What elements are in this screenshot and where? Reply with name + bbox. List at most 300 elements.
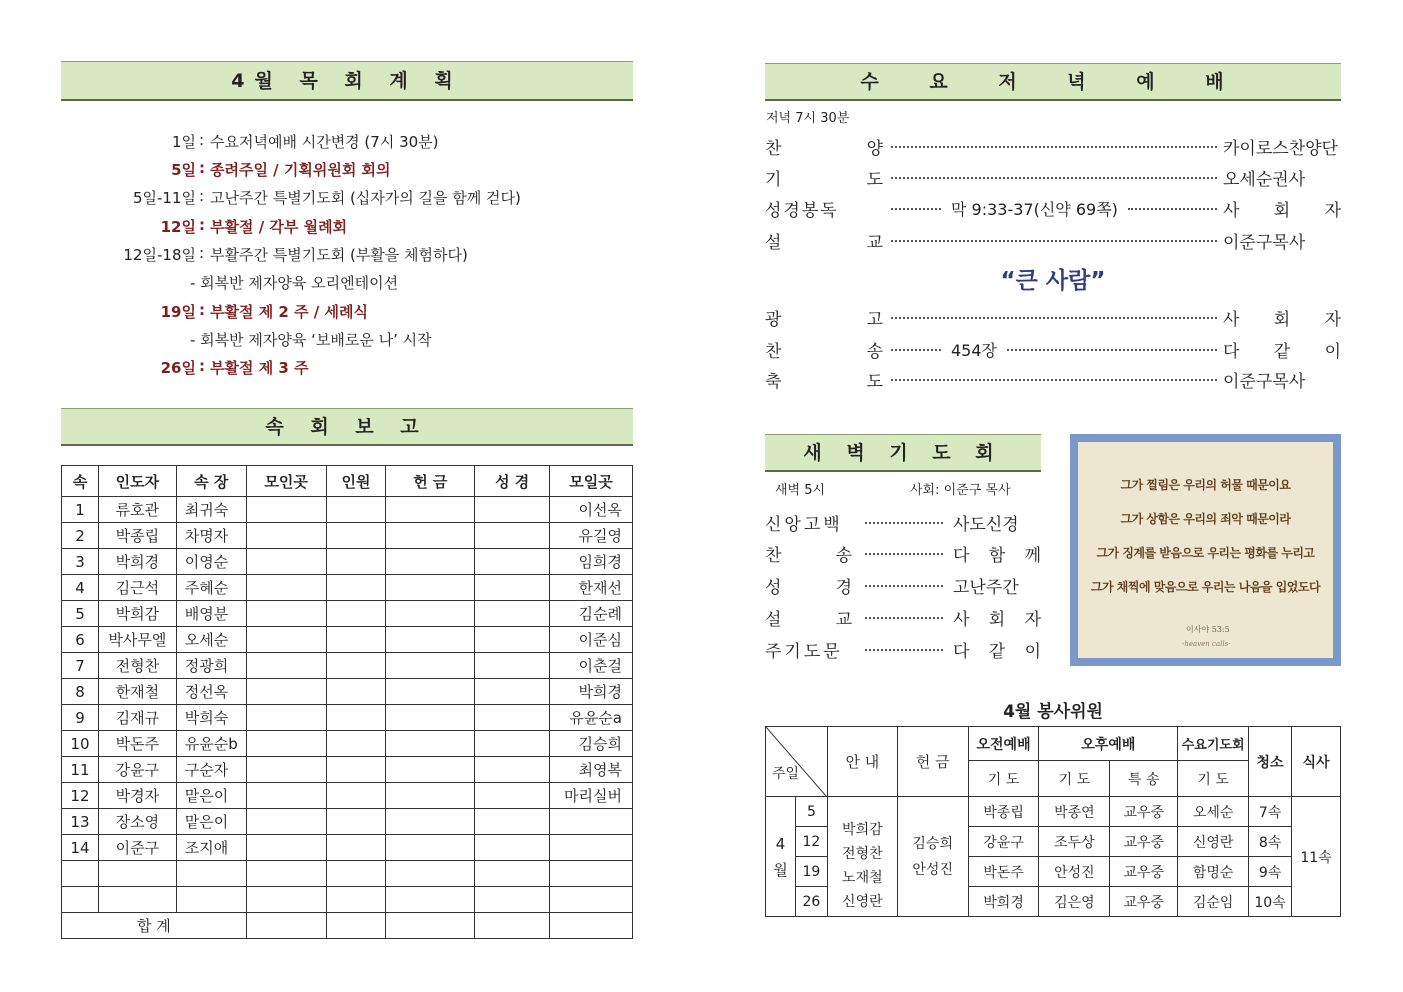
table-cell: 13 [62,809,99,835]
day-cell: 5 [795,797,827,827]
table-cell [246,523,326,549]
table-cell: 김승희 [550,731,633,757]
table-cell: 김재규 [98,705,176,731]
table-cell [386,757,475,783]
wed-header: 수요기도회 [1178,727,1249,761]
dawn-label: 설 교 [765,610,855,630]
table-cell [386,861,475,887]
table-cell: 4 [62,575,99,601]
table-cell [326,809,386,835]
dot-leader [891,317,1217,319]
table-cell: 정선옥 [176,679,246,705]
plan-header [61,61,633,101]
table-cell: 주혜순 [176,575,246,601]
plan-text: 부활절 제 3 주 [210,359,309,377]
worship-label: 축 도 [765,372,885,392]
month-unit: 월 [773,860,788,879]
col-header: 성 경 [475,466,550,497]
table-cell: 12 [62,783,99,809]
dawn-row [765,605,1041,630]
col-header: 인도자 [98,466,176,497]
plan-subtext: - 회복반 제자양육 ‘보배로운 나’ 시작 [190,331,432,349]
guide-header: 안 내 [827,727,897,797]
table-cell [246,731,326,757]
table-cell [326,783,386,809]
table-cell [475,549,550,575]
table-cell: 3 [62,549,99,575]
table-cell [246,601,326,627]
table-cell [326,575,386,601]
table-cell [326,523,386,549]
table-cell: 6 [62,627,99,653]
table-cell [386,679,475,705]
table-cell [475,679,550,705]
worship-row [765,134,1341,159]
table-cell: 김근석 [98,575,176,601]
table-cell [386,887,475,913]
table-cell [550,809,633,835]
table-cell: 7 [62,653,99,679]
afternoon-cell: 박종연 [1039,797,1110,827]
table-cell [475,783,550,809]
col-header: 속 [62,466,99,497]
day-cell: 12 [795,827,827,857]
worship-right: 다 같 이 [1223,342,1341,362]
table-cell: 최귀숙 [176,497,246,523]
dawn-right: 고난주간 [953,578,1019,598]
table-row [62,653,633,679]
table-cell [246,783,326,809]
table-cell: 박희경 [98,549,176,575]
table-cell [475,523,550,549]
table-cell [386,783,475,809]
table-cell [475,653,550,679]
table-cell: 맡은이 [176,809,246,835]
dawn-label: 찬 송 [765,546,855,566]
table-cell: 한재철 [98,679,176,705]
month-cell [766,797,796,917]
guide-name: 박희감 [842,821,883,838]
table-cell [326,549,386,575]
plan-title: 4월 목 회 계 획 [231,70,463,92]
worship-right: 카이로스찬양단 [1223,139,1338,159]
plan-date: 1일 [171,133,196,151]
wed-cell: 김순임 [1178,887,1249,917]
plan-date: 12일 [160,218,196,236]
table-cell: 맡은이 [176,783,246,809]
table-row [62,809,633,835]
offering-name: 김승희 [912,835,953,852]
table-cell [386,653,475,679]
table-cell: 9 [62,705,99,731]
table-cell: 박사무엘 [98,627,176,653]
table-cell: 정광희 [176,653,246,679]
table-cell: 11 [62,757,99,783]
table-cell: 차명자 [176,523,246,549]
table-cell [475,705,550,731]
morning-cell: 박종립 [968,797,1039,827]
table-cell [475,601,550,627]
table-cell: 배영분 [176,601,246,627]
worship-row [765,228,1341,253]
dot-leader [891,208,941,210]
col-header: 속 장 [176,466,246,497]
special-header: 특 송 [1110,761,1178,797]
verse-line: 그가 징계를 받음으로 우리는 평화를 누리고 [1096,546,1315,560]
plan-colon: : [199,216,205,234]
table-cell [386,497,475,523]
table-cell [475,809,550,835]
dawn-title: 새 벽 기 도 회 [803,442,1003,464]
table-cell [475,731,550,757]
table-cell [326,705,386,731]
dawn-host: 사회: 이준구 목사 [910,483,1011,498]
week-header: 주일 [772,766,800,782]
table-row [62,497,633,523]
meal-header: 식사 [1292,727,1341,797]
table-cell: 장소영 [98,809,176,835]
table-cell [246,653,326,679]
table-cell [475,861,550,887]
table-cell [326,887,386,913]
plan-text: 종려주일 / 기획위원회 회의 [210,161,391,179]
meal-cell: 11속 [1292,797,1341,917]
table-row [62,861,633,887]
table-cell [326,731,386,757]
table-cell: 박돈주 [98,731,176,757]
table-cell [386,601,475,627]
table-row [62,757,633,783]
worship-label: 성경봉독 [765,201,839,221]
special-cell: 교우중 [1110,887,1178,917]
dawn-row [765,637,1041,662]
plan-date: 5일-11일 [132,189,196,207]
table-cell: 8 [62,679,99,705]
dot-leader [865,553,943,555]
table-cell [246,705,326,731]
worship-row [765,367,1341,392]
worship-right: 오세순권사 [1223,170,1306,190]
afternoon-cell: 안성진 [1039,857,1110,887]
verse-line: 그가 상함은 우리의 죄악 때문이라 [1120,512,1291,526]
service-title: 4월 봉사위원 [1003,702,1103,722]
special-cell: 교우중 [1110,857,1178,887]
table-cell [475,757,550,783]
dawn-right: 사도신경 [953,515,1019,535]
day-cell: 19 [795,857,827,887]
plan-colon: : [199,357,205,375]
prayer-header: 기 도 [1178,761,1249,797]
dawn-label: 신앙고백 [765,515,843,535]
worship-row [765,196,1341,221]
dawn-label: 성 경 [765,578,855,598]
table-cell [246,887,326,913]
morning-cell: 박돈주 [968,857,1039,887]
worship-right: 이준구목사 [1223,233,1306,253]
clean-cell: 10속 [1249,887,1292,917]
table-cell: 최영복 [550,757,633,783]
prayer-header: 기 도 [968,761,1039,797]
table-cell [550,835,633,861]
clean-header: 청소 [1249,727,1292,797]
table-cell [475,887,550,913]
dot-leader [891,349,941,351]
table-cell: 유길영 [550,523,633,549]
worship-time: 저녁 7시 30분 [766,111,850,126]
service-row [766,797,1341,827]
table-cell [246,861,326,887]
wed-cell: 신영란 [1178,827,1249,857]
table-cell: 박희감 [98,601,176,627]
dot-leader [1007,349,1217,351]
table-cell: 김순례 [550,601,633,627]
table-cell: 1 [62,497,99,523]
total-row [62,913,633,939]
dot-leader [891,177,1217,179]
table-cell [386,549,475,575]
plan-colon: : [199,131,205,149]
plan-text: 부활절 제 2 주 / 세례식 [210,303,368,321]
guide-name: 신영란 [842,893,883,910]
dawn-row [765,573,1041,598]
table-cell [62,861,99,887]
table-cell [246,575,326,601]
verse-line: 그가 찔림은 우리의 허물 때문이요 [1120,478,1291,492]
worship-row [765,165,1341,190]
table-cell: 박종립 [98,523,176,549]
col-header: 모일곳 [550,466,633,497]
table-row [62,523,633,549]
sermon-title: “큰 사람” [1000,268,1106,294]
morning-cell: 박희경 [968,887,1039,917]
table-cell: 박희경 [550,679,633,705]
table-cell: 박희숙 [176,705,246,731]
plan-text: 수요저녁예배 시간변경 (7시 30분) [210,133,439,151]
table-cell [176,861,246,887]
table-cell: 한재선 [550,575,633,601]
table-cell [98,861,176,887]
table-cell: 오세순 [176,627,246,653]
dawn-row [765,541,1041,566]
clean-cell: 7속 [1249,797,1292,827]
table-cell [386,627,475,653]
table-cell [98,887,176,913]
table-cell: 강윤구 [98,757,176,783]
table-row [62,835,633,861]
col-header: 헌 금 [386,466,475,497]
morning-header: 오전예배 [968,727,1039,761]
table-cell [62,887,99,913]
table-row [62,679,633,705]
table-cell: 이준구 [98,835,176,861]
table-cell: 전형찬 [98,653,176,679]
offering-cell [897,797,968,917]
morning-cell: 강윤구 [968,827,1039,857]
day-cell: 26 [795,887,827,917]
table-row [62,705,633,731]
plan-colon: : [199,244,205,262]
table-cell [386,575,475,601]
table-cell: 구순자 [176,757,246,783]
table-cell [550,861,633,887]
dawn-right: 다 같 이 [953,642,1041,662]
plan-subtext: - 회복반 제자양육 오리엔테이션 [190,274,399,292]
service-table [765,726,1341,917]
verse-ref: 이사야 53:5 [1186,625,1230,634]
plan-text: 부활절 / 각부 월례회 [210,218,348,236]
report-header-row [62,466,633,497]
table-cell: 유윤순b [176,731,246,757]
dawn-right: 사 회 자 [953,610,1041,630]
dot-leader [891,146,1217,148]
month-number: 4 [775,834,786,853]
worship-middle: 막 9:33-37(신약 69쪽) [951,200,1118,219]
dot-leader [1128,208,1217,210]
dot-leader [865,585,943,587]
table-cell [475,575,550,601]
table-cell [246,497,326,523]
table-cell: 5 [62,601,99,627]
table-cell [326,601,386,627]
dot-leader [865,649,943,651]
table-cell: 10 [62,731,99,757]
wed-cell: 오세순 [1178,797,1249,827]
plan-colon: : [199,301,205,319]
afternoon-header: 오후예배 [1039,727,1178,761]
dawn-label: 주기도문 [765,642,843,662]
plan-text: 부활주간 특별기도회 (부활을 체험하다) [210,246,468,264]
dot-leader [891,240,1217,242]
special-cell: 교우중 [1110,827,1178,857]
table-cell [386,731,475,757]
table-cell [246,627,326,653]
worship-right: 사 회 자 [1223,310,1341,330]
table-cell [475,627,550,653]
clean-cell: 9속 [1249,857,1292,887]
dawn-time: 새벽 5시 [775,483,826,498]
table-cell [326,679,386,705]
dawn-right: 다 함 께 [953,546,1041,566]
table-cell [246,809,326,835]
table-cell: 이선옥 [550,497,633,523]
verse-signature: -heaven calls- [1182,640,1231,648]
plan-date: 12일-18일 [123,246,196,264]
offering-header: 헌 금 [897,727,968,797]
dot-leader [865,617,943,619]
col-header: 인원 [326,466,386,497]
guide-name: 노재철 [842,869,883,886]
table-cell: 이영순 [176,549,246,575]
worship-row [765,337,1341,362]
table-cell [326,653,386,679]
worship-label: 찬 양 [765,139,885,159]
table-row [62,783,633,809]
dawn-header [765,434,1041,472]
worship-row [765,305,1341,330]
verse-card [1070,434,1341,666]
guide-cell [827,797,897,917]
worship-label: 기 도 [765,170,885,190]
worship-label: 광 고 [765,310,885,330]
table-cell: 14 [62,835,99,861]
table-cell: 유윤순a [550,705,633,731]
table-cell [475,497,550,523]
table-cell [386,809,475,835]
worship-label: 찬 송 [765,342,885,362]
plan-colon: : [199,187,205,205]
table-cell [386,835,475,861]
table-cell [326,497,386,523]
dot-leader [891,379,1217,381]
table-cell: 박경자 [98,783,176,809]
table-cell: 이춘걸 [550,653,633,679]
table-cell: 조지애 [176,835,246,861]
table-cell: 류호관 [98,497,176,523]
diagonal-line [766,727,827,797]
table-cell [475,835,550,861]
offering-name: 안성진 [912,861,953,878]
worship-middle: 454장 [951,341,997,360]
table-cell: 임희경 [550,549,633,575]
total-label: 합 계 [62,913,247,939]
table-cell [550,887,633,913]
table-cell [386,523,475,549]
verse-paper [1078,442,1333,658]
report-title: 속 회 보 고 [265,416,429,438]
table-row [62,627,633,653]
table-cell [326,835,386,861]
afternoon-cell: 조두상 [1039,827,1110,857]
worship-right: 이준구목사 [1223,372,1306,392]
plan-date: 5일 [171,161,196,179]
table-cell: 마리실버 [550,783,633,809]
table-cell [386,705,475,731]
worship-right: 사 회 자 [1223,201,1341,221]
plan-colon: : [199,159,205,177]
wed-cell: 함명순 [1178,857,1249,887]
table-cell [326,757,386,783]
prayer-header: 기 도 [1039,761,1110,797]
worship-title: 수 요 저 녁 예 배 [860,71,1246,93]
table-cell [246,835,326,861]
report-header [61,408,633,446]
table-row [62,731,633,757]
table-cell [326,861,386,887]
table-cell: 이준심 [550,627,633,653]
afternoon-cell: 김은영 [1039,887,1110,917]
report-table [61,465,633,939]
table-cell [176,887,246,913]
table-row [62,575,633,601]
table-row [62,549,633,575]
table-cell [246,549,326,575]
table-row [62,887,633,913]
clean-cell: 8속 [1249,827,1292,857]
verse-line: 그가 채찍에 맞음으로 우리는 나음을 입었도다 [1090,580,1321,594]
table-cell [246,679,326,705]
worship-label: 설 교 [765,233,885,253]
dawn-row [765,510,1041,535]
table-row [62,601,633,627]
worship-header [765,63,1341,101]
table-cell [246,757,326,783]
plan-date: 19일 [160,303,196,321]
verse-lines [1084,468,1327,604]
plan-text: 고난주간 특별기도회 (십자가의 길을 함께 걷다) [210,189,521,207]
plan-date: 26일 [160,359,196,377]
special-cell: 교우중 [1110,797,1178,827]
table-cell: 2 [62,523,99,549]
